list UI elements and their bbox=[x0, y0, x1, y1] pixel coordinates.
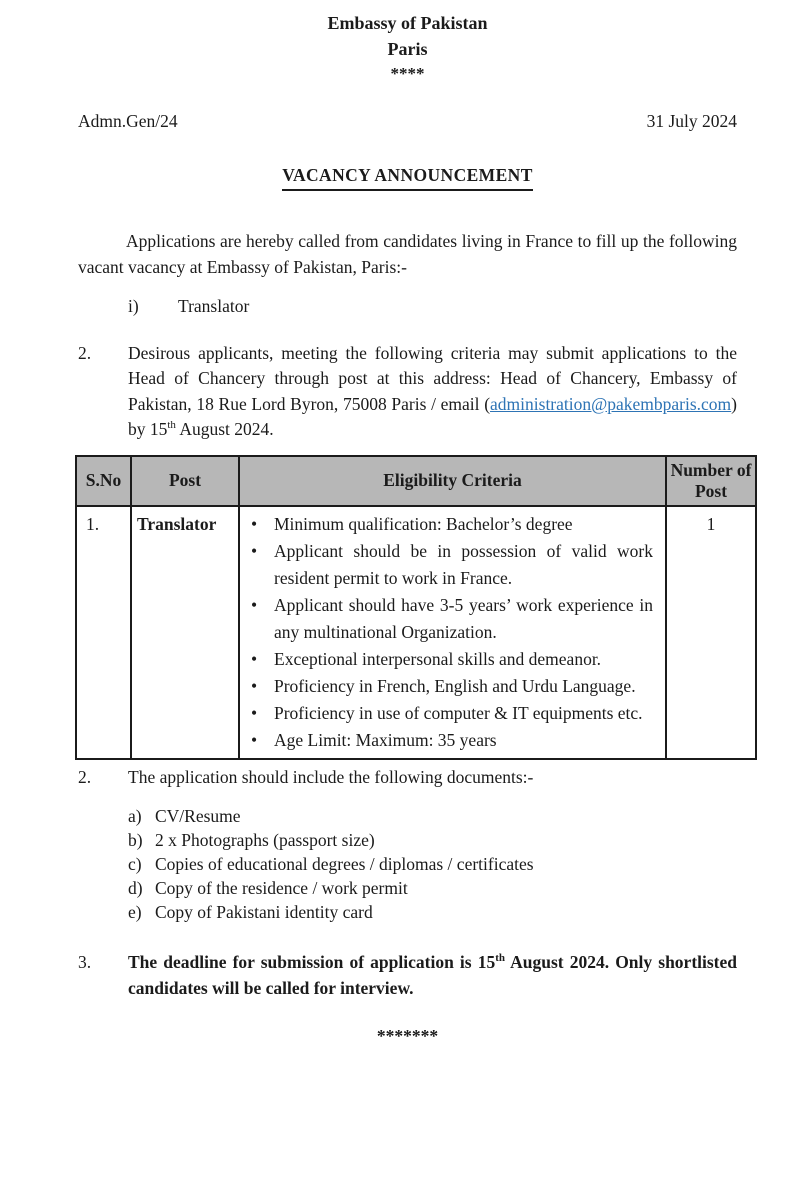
intro-paragraph: Applications are hereby called from candidates living in France to fill up the following vacant vacancy at Embassy of Pakistan, Paris:- bbox=[78, 231, 737, 277]
deadline-paragraph bbox=[78, 950, 737, 1001]
application-paragraph bbox=[78, 341, 737, 443]
vacancy-item-label: i) bbox=[128, 296, 139, 316]
bullet-icon: • bbox=[251, 675, 258, 696]
paragraph-text: Desirous applicants, meeting the following criteria may submit applications to the Head of Chancery through post at this address: Head of Chancery, Embassy of Pakistan, 18 Rue Lord Byron, 75008 Paris / email ( bbox=[128, 342, 737, 414]
vacancy-item-text: Translator bbox=[178, 296, 250, 316]
paragraph-text: The deadline for submission of application is 15 bbox=[128, 952, 496, 972]
org-city: Paris bbox=[387, 39, 428, 59]
reference-number: Admn.Gen/24 bbox=[78, 111, 178, 131]
document-item-label: c) bbox=[128, 854, 142, 874]
document-page bbox=[78, 10, 752, 1049]
bullet-icon: • bbox=[251, 513, 258, 534]
table-row bbox=[76, 506, 756, 759]
document-item-text: 2 x Photographs (passport size) bbox=[155, 830, 375, 850]
table-header-cell: Eligibility Criteria bbox=[239, 456, 666, 506]
cell-post: Translator bbox=[131, 506, 239, 759]
paragraph-number: 2. bbox=[78, 766, 92, 787]
document-list-item bbox=[128, 900, 737, 924]
cell-serial-number: 1. bbox=[76, 506, 131, 759]
org-name: Embassy of Pakistan bbox=[327, 13, 488, 33]
paragraph-text: August 2024. Only shortlisted candidates will be called for interview. bbox=[128, 952, 738, 998]
bullet-icon: • bbox=[251, 594, 258, 615]
document-list-item bbox=[128, 804, 737, 828]
ordinal-suffix: th bbox=[495, 952, 505, 965]
document-item-text: CV/Resume bbox=[155, 806, 241, 826]
table-header-cell: Number of Post bbox=[666, 456, 756, 506]
document-item-text: Copies of educational degrees / diplomas / certificates bbox=[155, 854, 534, 874]
cell-eligibility-criteria bbox=[239, 506, 666, 759]
document-item-label: e) bbox=[128, 902, 142, 922]
document-date: 31 July 2024 bbox=[646, 111, 737, 131]
ordinal-suffix: th bbox=[167, 419, 176, 432]
document-list-item bbox=[128, 828, 737, 852]
table-header-row bbox=[76, 456, 756, 506]
criteria-bullet-item: • Exceptional interpersonal skills and demeanor. bbox=[248, 646, 653, 673]
paragraph-text: ) by 15 bbox=[128, 393, 737, 439]
document-item-label: b) bbox=[128, 830, 143, 850]
criteria-bullet-item: • Minimum qualification: Bachelor’s degree bbox=[248, 511, 653, 538]
document-item-label: d) bbox=[128, 878, 143, 898]
criteria-bullet-item: • Proficiency in use of computer & IT equipments etc. bbox=[248, 700, 653, 727]
bullet-icon: • bbox=[251, 540, 258, 561]
footer-divider-stars: ******* bbox=[376, 1026, 439, 1046]
criteria-list bbox=[248, 511, 653, 754]
header-divider-stars: **** bbox=[390, 64, 425, 83]
criteria-bullet-item: • Age Limit: Maximum: 35 years bbox=[248, 727, 653, 754]
vacancy-list-item bbox=[128, 294, 737, 320]
paragraph-number: 2. bbox=[78, 342, 92, 363]
deadline-text bbox=[128, 950, 737, 1001]
title-wrap bbox=[78, 162, 737, 191]
document-item-text: Copy of Pakistani identity card bbox=[155, 902, 373, 922]
criteria-bullet-item: • Applicant should have 3-5 years’ work experience in any multinational Organization. bbox=[248, 592, 653, 646]
bullet-icon: • bbox=[251, 729, 258, 750]
paragraph-text: August 2024. bbox=[175, 419, 274, 439]
email-link[interactable]: administration@pakembparis.com bbox=[490, 393, 732, 414]
paragraph-body bbox=[128, 341, 737, 443]
paragraph-number: 3. bbox=[78, 952, 92, 972]
documents-paragraph bbox=[78, 765, 737, 791]
reference-row bbox=[78, 108, 737, 134]
table-header-cell: S.No bbox=[76, 456, 131, 506]
page-title: VACANCY ANNOUNCEMENT bbox=[282, 162, 533, 191]
paragraph-text: The application should include the following documents:- bbox=[128, 766, 534, 787]
document-item-label: a) bbox=[128, 806, 142, 826]
document-list-item bbox=[128, 876, 737, 900]
document-item-text: Copy of the residence / work permit bbox=[155, 878, 408, 898]
criteria-bullet-item: • Proficiency in French, English and Urdu Language. bbox=[248, 673, 653, 700]
documents-list bbox=[128, 804, 737, 924]
bullet-icon: • bbox=[251, 648, 258, 669]
bullet-icon: • bbox=[251, 702, 258, 723]
vacancy-table bbox=[75, 455, 757, 760]
cell-number-of-post: 1 bbox=[666, 506, 756, 759]
table-header-cell: Post bbox=[131, 456, 239, 506]
document-list-item bbox=[128, 852, 737, 876]
criteria-bullet-item: • Applicant should be in possession of valid work resident permit to work in France. bbox=[248, 538, 653, 592]
